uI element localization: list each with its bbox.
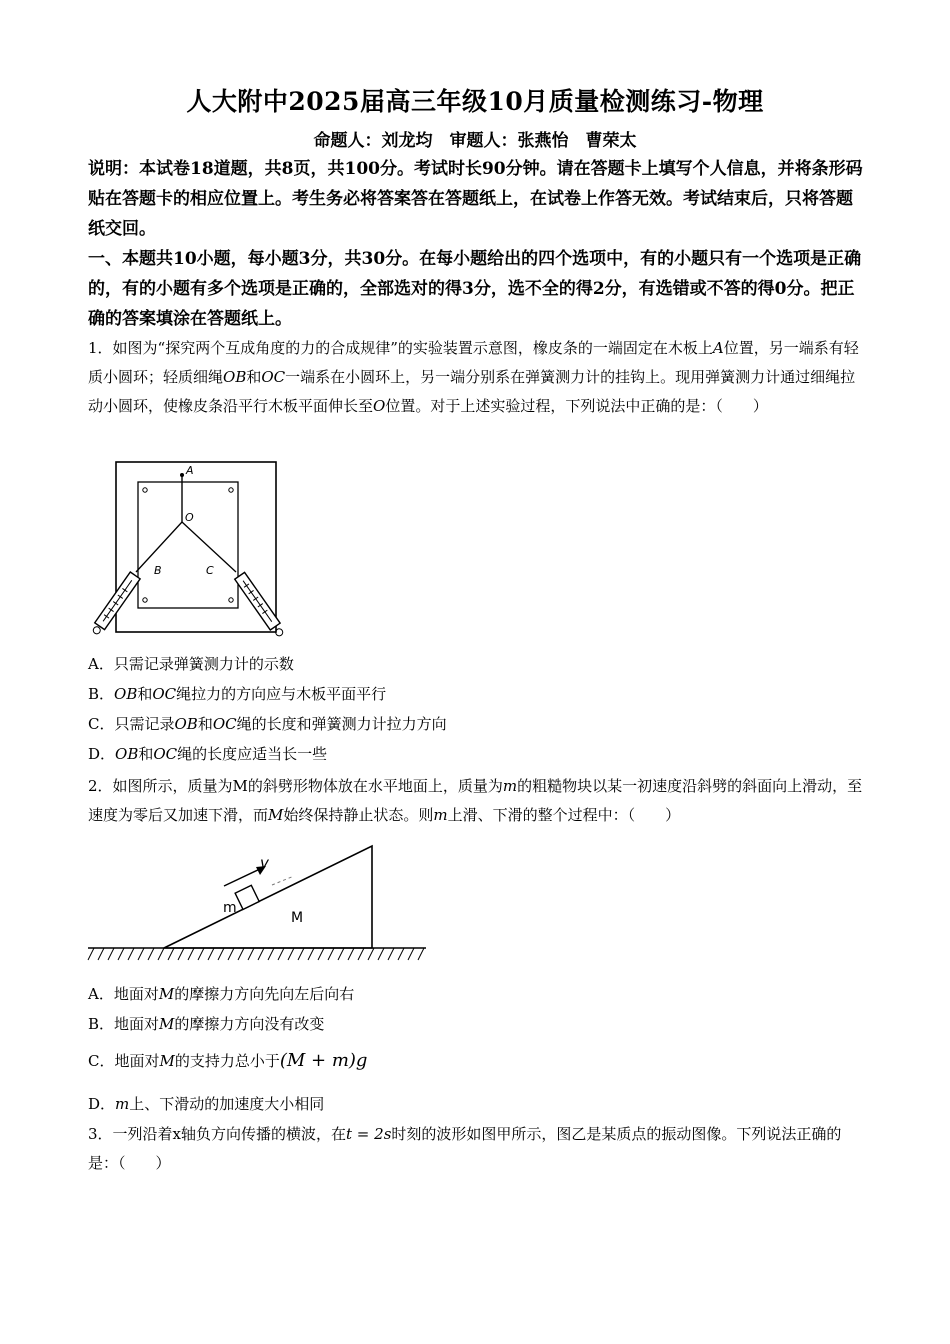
section-one-heading: 一、本题共10小题，每小题3分，共30分。在每小题给出的四个选项中，有的小题只有一个选项是正确的，有的小题有多个选项是正确的，全部选对的得3分，选不全的得2分，有选错或不答的得0分。把正确的答案填涂在答题纸上。	[88, 249, 862, 329]
q1-option-a: A．只需记录弹簧测力计的示数	[88, 655, 294, 673]
q2-option-b: B．地面对M的摩擦力方向没有改变	[88, 1015, 325, 1033]
pin-icon	[229, 598, 233, 602]
figure-label-b: B	[154, 564, 162, 577]
exam-instructions: 说明：本试卷18道题，共8页，共100分。考试时长90分钟。请在答题卡上填写个人信息，并将条形码贴在答题卡的相应位置上。考生务必将答案答在答题纸上，在试卷上作答无效。考试结束后，只将答题纸交回。	[88, 159, 863, 239]
question-1-figure	[86, 460, 296, 646]
figure-label-c: C	[206, 564, 214, 577]
figure-label-a: A	[186, 464, 194, 477]
pin-icon	[143, 598, 147, 602]
figure-label-v: v	[260, 854, 269, 872]
q2-option-a: A．地面对M的摩擦力方向先向左后向右	[88, 985, 355, 1003]
dashed-trail	[272, 876, 294, 885]
q2-option-d: D．m上、下滑动的加速度大小相同	[88, 1095, 325, 1113]
figure-label-o: O	[185, 511, 194, 524]
figure-label-m: m	[223, 900, 237, 916]
q2-option-c: C．地面对M的支持力总小于(M + m)g	[88, 1050, 368, 1071]
q1-option-d: D．OB和OC绳的长度应适当长一些	[88, 745, 328, 763]
paper-sheet	[138, 482, 238, 608]
question-2-figure	[86, 840, 436, 968]
exam-authors: 命题人：刘龙均 审题人：张燕怡 曹荣太	[313, 131, 637, 151]
velocity-arrow-icon	[224, 868, 262, 886]
exam-title: 人大附中2025届高三年级10月质量检测练习-物理	[186, 87, 764, 116]
figure-label-big-m: M	[291, 910, 304, 926]
wooden-board	[116, 462, 276, 632]
question-1-stem: 1．如图为“探究两个互成角度的力的合成规律”的实验装置示意图，橡皮条的一端固定在木板上A位置，另一端系有轻质小圆环；轻质细绳OB和OC一端系在小圆环上，另一端分别系在弹簧测力计的挂钩上。现用弹簧测力计通过细绳拉动小圆环，使橡皮条沿平行木板平面伸长至O位置。对于上述实验过程，下列说法中正确的是：（ ）	[88, 339, 859, 415]
spring-scale-left	[90, 572, 140, 637]
spring-scale-right	[235, 572, 286, 638]
question-3-stem: 3．一列沿着x轴负方向传播的横波，在t = 2s时刻的波形如图甲所示，图乙是某质点的振动图像。下列说法正确的是：（ ）	[88, 1125, 842, 1172]
q1-option-b: B．OB和OC绳拉力的方向应与木板平面平行	[88, 685, 387, 703]
small-block	[235, 885, 259, 909]
question-2-stem: 2．如图所示，质量为M的斜劈形物体放在水平地面上，质量为m的粗糙物块以某一初速度沿斜劈的斜面向上滑动，至速度为零后又加速下滑，而M始终保持静止状态。则m上滑、下滑的整个过程中：（ ）	[88, 777, 863, 824]
q1-option-c: C．只需记录OB和OC绳的长度和弹簧测力计拉力方向	[88, 715, 447, 733]
pin-icon	[143, 488, 147, 492]
pin-icon	[229, 488, 233, 492]
ground-hatching	[88, 948, 424, 960]
